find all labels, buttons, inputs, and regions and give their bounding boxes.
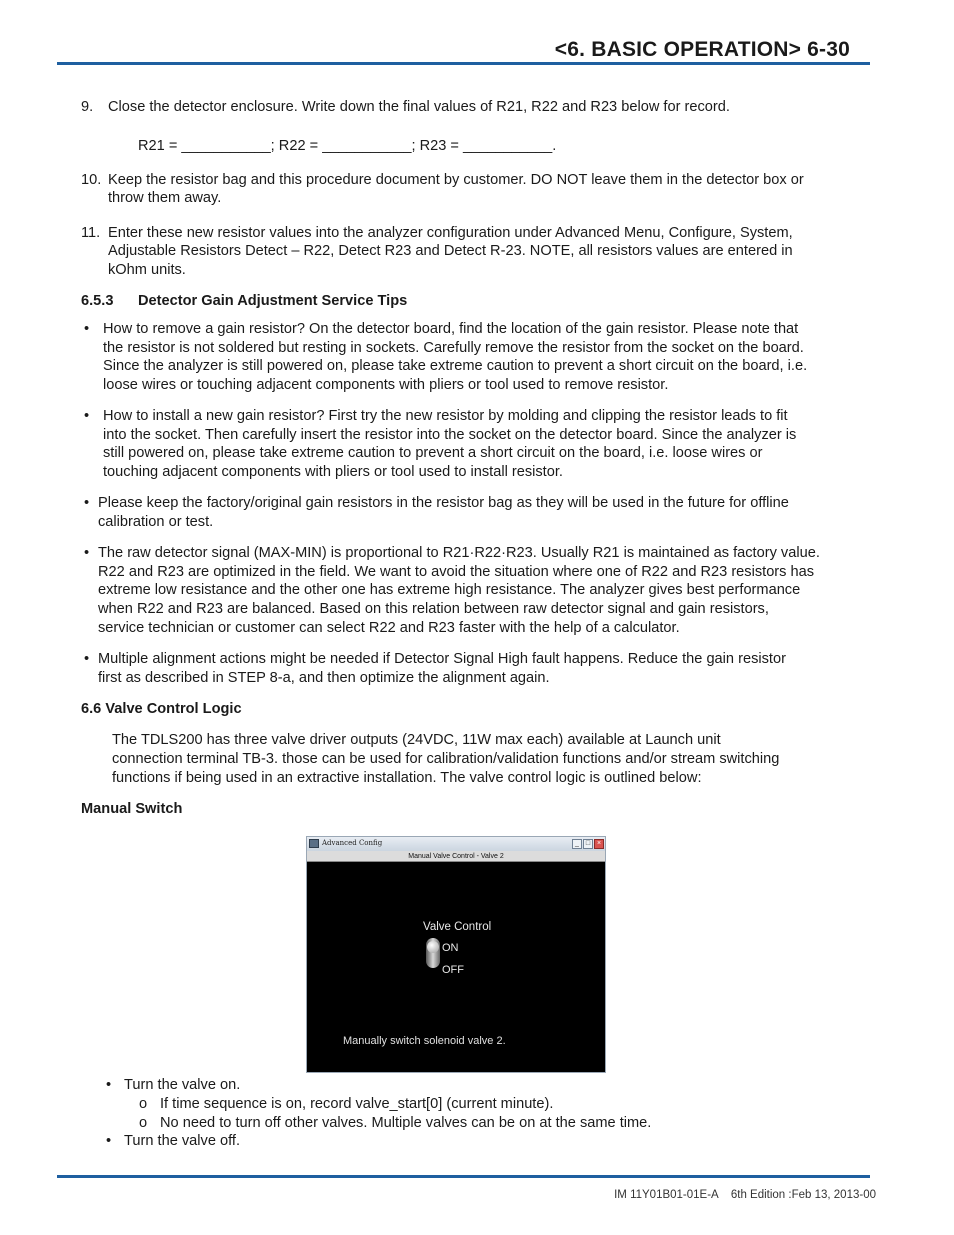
tip-2-line-4: touching adjacent components with pliers or tool used to install resistor. <box>103 464 563 480</box>
section-66-line-1: The TDLS200 has three valve driver outputs (24VDC, 11W max each) available at Launch unit <box>112 732 721 748</box>
screenshot-app-title: Advanced Config <box>322 839 383 847</box>
bullet-dot: • <box>106 1133 112 1149</box>
list-sub-2: No need to turn off other valves. Multiple valves can be on at the same time. <box>160 1115 652 1131</box>
tip-5-line-1: Multiple alignment actions might be needed if Detector Signal High fault happens. Reduce the gain resistor <box>98 651 786 667</box>
sub-bullet-marker: o <box>139 1096 148 1112</box>
tip-4-line-3: extreme low resistance and the other one has extreme high resistance. The analyzer gives best performance <box>98 582 801 598</box>
resistor-record-line: R21 = ___________; R22 = ___________; R23 = ___________. <box>138 138 557 154</box>
list-bullet-2: Turn the valve off. <box>124 1133 241 1149</box>
screenshot-titlebar <box>307 837 605 851</box>
bullet-dot: • <box>84 495 90 511</box>
toggle-off-label: OFF <box>442 964 464 976</box>
sub-bullet-marker: o <box>139 1115 148 1131</box>
tip-3-line-2: calibration or test. <box>98 514 214 530</box>
item-11-line-3: kOhm units. <box>108 262 186 278</box>
item-9-number: 9. <box>81 99 94 115</box>
footer-text: IM 11Y01B01-01E-A 6th Edition :Feb 13, 2013-00 <box>614 1189 876 1201</box>
tip-4-line-5: service technician or customer can select R22 and R23 faster with the help of a calculator. <box>98 620 680 636</box>
tip-3-line-1: Please keep the factory/original gain resistors in the resistor bag as they will be used in the future for offline <box>98 495 789 511</box>
page-header-title: <6. BASIC OPERATION> 6-30 <box>554 38 850 61</box>
header-rule <box>57 62 870 65</box>
close-icon: × <box>594 839 604 849</box>
maximize-icon: □ <box>583 839 593 849</box>
item-11-line-2: Adjustable Resistors Detect – R22, Detect R23 and Detect R-23. NOTE, all resistors values are entered in <box>108 243 793 259</box>
section-66-title: 6.6 Valve Control Logic <box>81 701 242 717</box>
bullet-dot: • <box>106 1077 112 1093</box>
minimize-icon: _ <box>572 839 582 849</box>
toggle-on-label: ON <box>442 942 459 954</box>
screenshot-caption: Manually switch solenoid valve 2. <box>343 1035 506 1047</box>
item-10-number: 10. <box>81 172 102 188</box>
tip-1-line-1: How to remove a gain resistor? On the detector board, find the location of the gain resistor. Please note that <box>103 321 799 337</box>
bullet-dot: • <box>84 408 90 424</box>
item-11-line-1: Enter these new resistor values into the analyzer configuration under Advanced Menu, Configure, System, <box>108 225 793 241</box>
section-66-line-3: functions if being used in an extractive installation. The valve control logic is outlined below: <box>112 770 702 786</box>
tip-4-line-2: R22 and R23 are optimized in the field. We want to avoid the situation where one of R22 and R23 resistors has <box>98 564 815 580</box>
tip-1-line-4: loose wires or touching adjacent components with pliers or tool used to remove resistor. <box>103 377 669 393</box>
tip-2-line-3: still powered on, please take extreme caution to prevent a short circuit on the board, i.e. loose wires or <box>103 445 763 461</box>
list-sub-1: If time sequence is on, record valve_start[0] (current minute). <box>160 1096 554 1112</box>
tip-4-line-1: The raw detector signal (MAX-MIN) is proportional to R21·R22·R23. Usually R21 is maintained as factory value. <box>98 545 820 561</box>
valve-control-label: Valve Control <box>423 921 492 933</box>
footer-rule <box>57 1175 870 1178</box>
app-icon <box>309 839 319 848</box>
screenshot-header: Manual Valve Control - Valve 2 <box>307 851 605 862</box>
toggle-knob <box>427 941 439 953</box>
item-9-text: Close the detector enclosure. Write down the final values of R21, R22 and R23 below for record. <box>108 99 730 115</box>
section-66-line-2: connection terminal TB-3. those can be used for calibration/validation functions and/or stream switching <box>112 751 780 767</box>
bullet-dot: • <box>84 545 90 561</box>
valve-toggle-switch <box>426 938 440 968</box>
tip-1-line-3: Since the analyzer is still powered on, please take extreme caution to prevent a short circuit on the board, i.e. <box>103 358 808 374</box>
tip-2-line-1: How to install a new gain resistor? First try the new resistor by molding and clipping the resistor leads to fit <box>103 408 788 424</box>
tip-5-line-2: first as described in STEP 8-a, and then optimize the alignment again. <box>98 670 550 686</box>
bullet-dot: • <box>84 321 90 337</box>
tip-4-line-4: when R22 and R23 are balanced. Based on this relation between raw detector signal and gain resistors, <box>98 601 769 617</box>
item-11-number: 11. <box>81 225 101 241</box>
tip-2-line-2: into the socket. Then carefully insert the resistor into the socket on the detector board. Since the analyzer is <box>103 427 797 443</box>
manual-switch-title: Manual Switch <box>81 801 183 817</box>
valve-control-screenshot <box>306 836 606 1073</box>
section-653-number: 6.5.3 <box>81 293 114 309</box>
section-653-title: Detector Gain Adjustment Service Tips <box>138 293 408 309</box>
bullet-dot: • <box>84 651 90 667</box>
item-10-line-2: throw them away. <box>108 190 222 206</box>
tip-1-line-2: the resistor is not soldered but resting in sockets. Carefully remove the resistor from the socket on the board. <box>103 340 804 356</box>
list-bullet-1: Turn the valve on. <box>124 1077 241 1093</box>
item-10-line-1: Keep the resistor bag and this procedure document by customer. DO NOT leave them in the detector box or <box>108 172 804 188</box>
